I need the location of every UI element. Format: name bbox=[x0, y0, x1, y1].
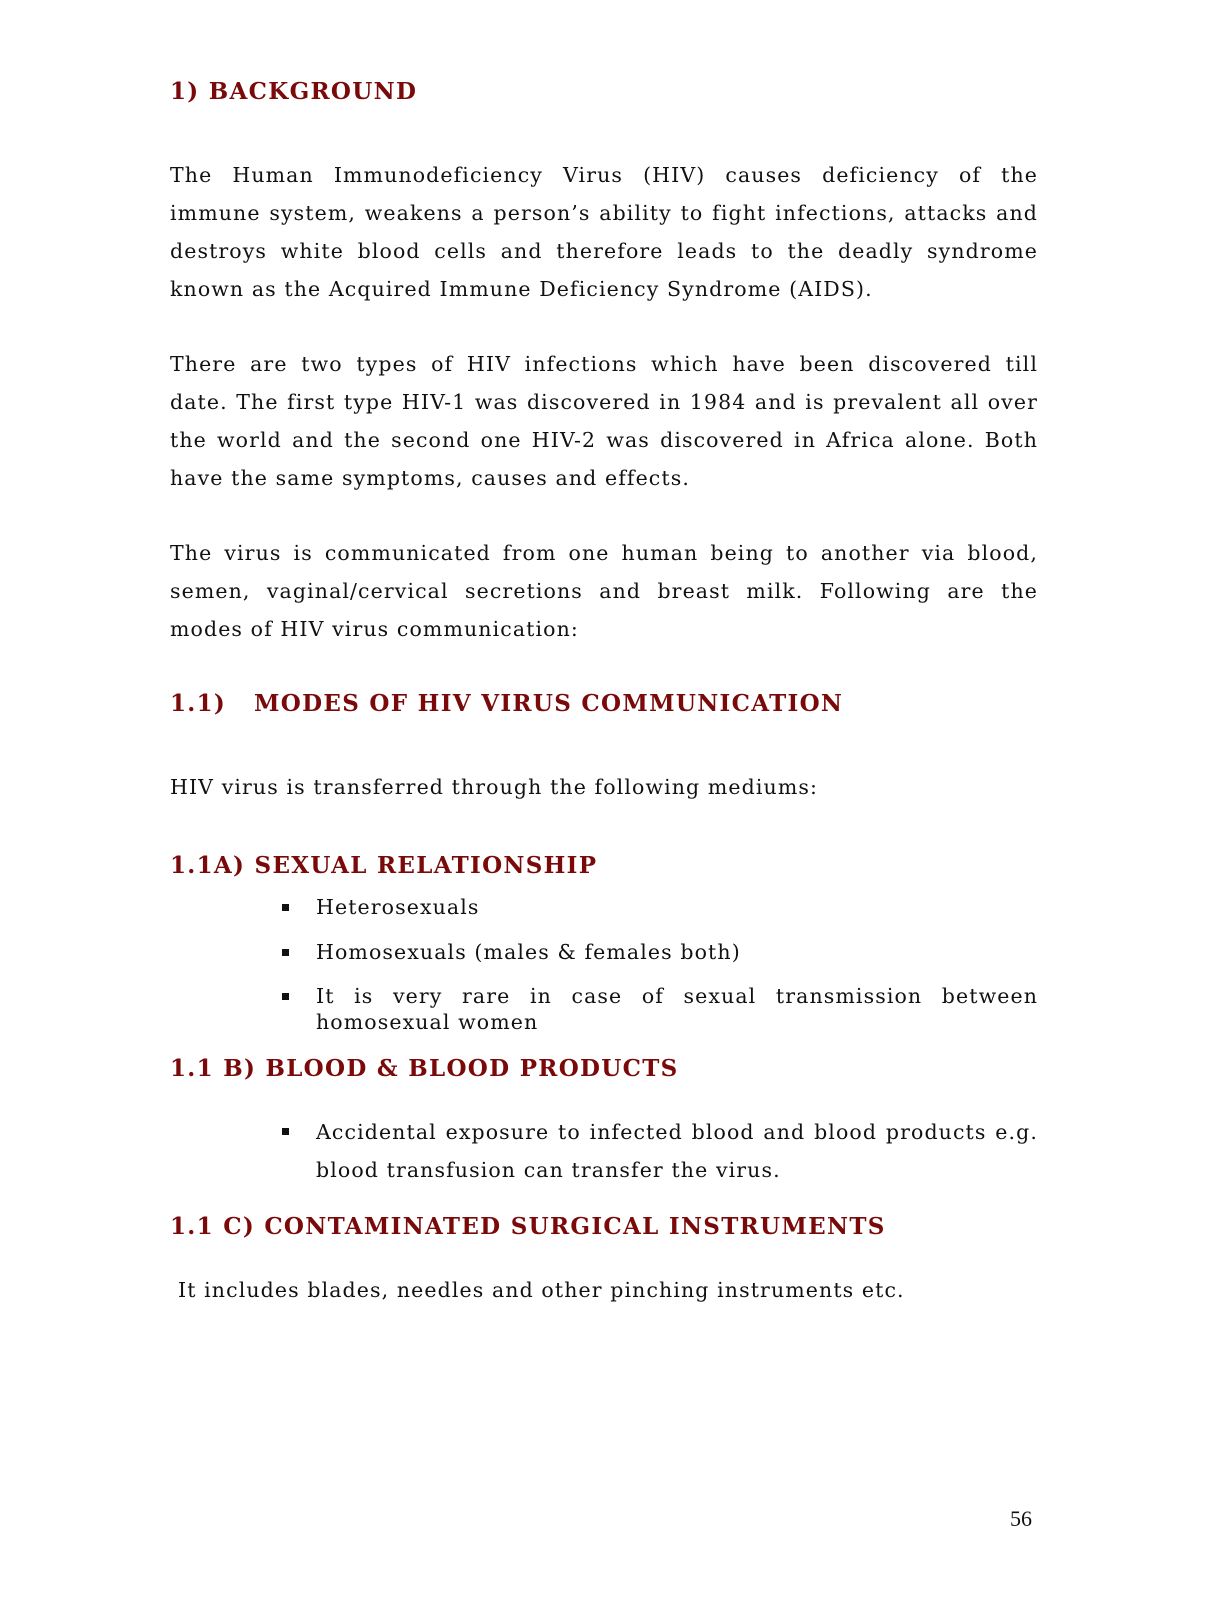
heading-modes: 1.1) MODES OF HIV VIRUS COMMUNICATION bbox=[170, 690, 844, 717]
bullet-square-icon bbox=[282, 1128, 289, 1135]
paragraph-hiv-definition bbox=[170, 156, 1038, 308]
list-item-text-line: blood transfusion can transfer the virus. bbox=[316, 1158, 781, 1182]
list-item-text: Heterosexuals bbox=[316, 895, 480, 919]
text-line: have the same symptoms, causes and effects. bbox=[170, 466, 690, 490]
list-item-text-line: homosexual women bbox=[316, 1010, 539, 1034]
list-item-text: Homosexuals (males & females both) bbox=[316, 940, 741, 964]
paragraph-hiv-types bbox=[170, 345, 1038, 497]
text-line: immune system, weakens a person’s ability to fight infections, attacks and bbox=[170, 201, 1038, 225]
text-line: The Human Immunodeficiency Virus (HIV) causes deficiency of the bbox=[170, 163, 1038, 187]
text-line: the world and the second one HIV-2 was discovered in Africa alone. Both bbox=[170, 428, 1038, 452]
paragraph-surgical-instruments: It includes blades, needles and other pinching instruments etc. bbox=[178, 1278, 905, 1302]
list-item bbox=[280, 1113, 1038, 1189]
heading-sexual-relationship: 1.1A) SEXUAL RELATIONSHIP bbox=[170, 852, 598, 879]
page-number: 56 bbox=[1010, 1506, 1032, 1531]
bullet-square-icon bbox=[282, 993, 289, 1000]
list-blood-products bbox=[280, 1113, 1038, 1189]
heading-surgical-instruments: 1.1 C) CONTAMINATED SURGICAL INSTRUMENTS bbox=[170, 1213, 886, 1240]
list-sexual-relationship bbox=[280, 893, 1038, 1035]
text-line: date. The first type HIV-1 was discovered in 1984 and is prevalent all over bbox=[170, 390, 1038, 414]
bullet-square-icon bbox=[282, 904, 289, 911]
paragraph-modes-intro: HIV virus is transferred through the following mediums: bbox=[170, 775, 819, 799]
heading-blood-products: 1.1 B) BLOOD & BLOOD PRODUCTS bbox=[170, 1055, 679, 1082]
list-item-text-line: Accidental exposure to infected blood and blood products e.g. bbox=[316, 1120, 1038, 1144]
text-line: semen, vaginal/cervical secretions and breast milk. Following are the bbox=[170, 579, 1038, 603]
text-line: destroys white blood cells and therefore leads to the deadly syndrome bbox=[170, 239, 1038, 263]
paragraph-transmission bbox=[170, 534, 1038, 648]
text-line: modes of HIV virus communication: bbox=[170, 617, 579, 641]
list-item bbox=[280, 893, 1038, 921]
text-line: There are two types of HIV infections which have been discovered till bbox=[170, 352, 1038, 376]
list-item-text-line: It is very rare in case of sexual transmission between bbox=[316, 984, 1038, 1008]
list-item bbox=[280, 938, 1038, 966]
heading-background: 1) BACKGROUND bbox=[170, 78, 418, 105]
text-line: The virus is communicated from one human being to another via blood, bbox=[170, 541, 1038, 565]
list-item bbox=[280, 983, 1038, 1035]
bullet-square-icon bbox=[282, 949, 289, 956]
text-line: known as the Acquired Immune Deficiency Syndrome (AIDS). bbox=[170, 277, 873, 301]
